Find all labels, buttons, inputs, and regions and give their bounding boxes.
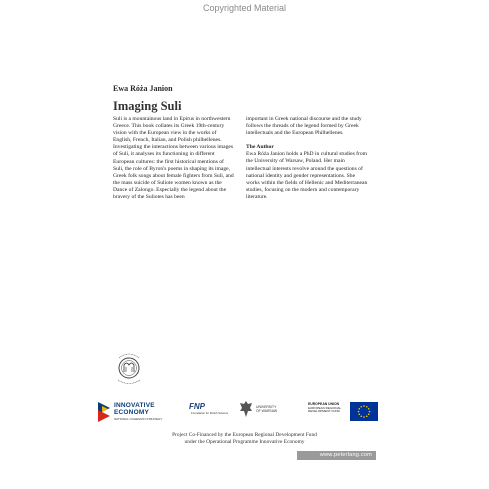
fnp-name: FNP bbox=[189, 402, 205, 411]
innovative-economy-logo bbox=[96, 396, 174, 428]
publisher-seal-icon bbox=[114, 350, 144, 386]
fnp-subtitle: Foundation for Polish Science bbox=[191, 411, 229, 415]
eu-line3: DEVELOPMENT FUND bbox=[308, 409, 340, 414]
eu-line1: EUROPEAN UNION bbox=[308, 402, 340, 406]
sponsor-logos bbox=[96, 396, 378, 430]
author-name: Ewa Róża Janion bbox=[113, 84, 173, 93]
fnp-logo bbox=[189, 402, 229, 426]
book-title: Imaging Suli bbox=[113, 99, 182, 113]
university-line1: UNIVERSITY bbox=[256, 405, 277, 409]
blurb-text: Suli is a mountainous land in Epirus in northwestern Greece. This book collates its Greek 19th-century vision with the European view in the works of English, French, Italian, and Polish philhellenes. Investigating the interactions between various images of Suli, it analyses its functioning in different European cultures: the first historical mentions of Suli, the role of Byron's poems in shaping its image, Greek folk songs about female fighters from Suli, and the mass suicide of Suliote women known as the Dance of Zalongo. Especially the legend about the bravery of the Suliotes has been bbox=[113, 116, 234, 201]
blurb-column-left bbox=[113, 116, 235, 201]
eu-flag-icon bbox=[350, 402, 378, 421]
about-author-text: Ewa Róża Janion holds a PhD in cultural studies from the University of Warsaw, Poland. Her main intellectual interests revolve around the questions of national identity and gender representations. She works within the fields of Hellenic and Mediterranean studies, focusing on the modern and contemporary literature. bbox=[246, 151, 368, 200]
eu-line2: EUROPEAN REGIONAL bbox=[308, 405, 342, 410]
funding-credit bbox=[0, 432, 489, 446]
eagle-crest-icon bbox=[239, 399, 253, 419]
publisher-url[interactable]: www.peterlang.com bbox=[319, 452, 372, 458]
university-line2: OF WARSAW bbox=[256, 409, 278, 414]
credit-line2: under the Operational Programme Innovative Economy bbox=[184, 439, 305, 445]
blurb-column-right bbox=[246, 116, 368, 201]
about-author-heading: The Author bbox=[246, 144, 274, 151]
ie-line3: NATIONAL COHESION STRATEGY bbox=[114, 417, 163, 421]
innovative-economy-icon bbox=[96, 400, 112, 424]
eu-fund-logo bbox=[308, 402, 378, 424]
ie-line1: INNOVATIVE bbox=[114, 402, 155, 409]
credit-line1: Project Co-Financed by the European Regional Development Fund bbox=[172, 432, 317, 438]
blurb-continuation: important in Greek national discourse and the study follows the threads of the legend formed by Greek intellectuals and the European Philhellenes. bbox=[246, 116, 362, 137]
ie-line2: ECONOMY bbox=[114, 409, 149, 416]
publisher-url-bar bbox=[297, 451, 376, 460]
copyright-stamp: Copyrighted Material bbox=[202, 3, 287, 13]
university-logo bbox=[239, 399, 295, 427]
